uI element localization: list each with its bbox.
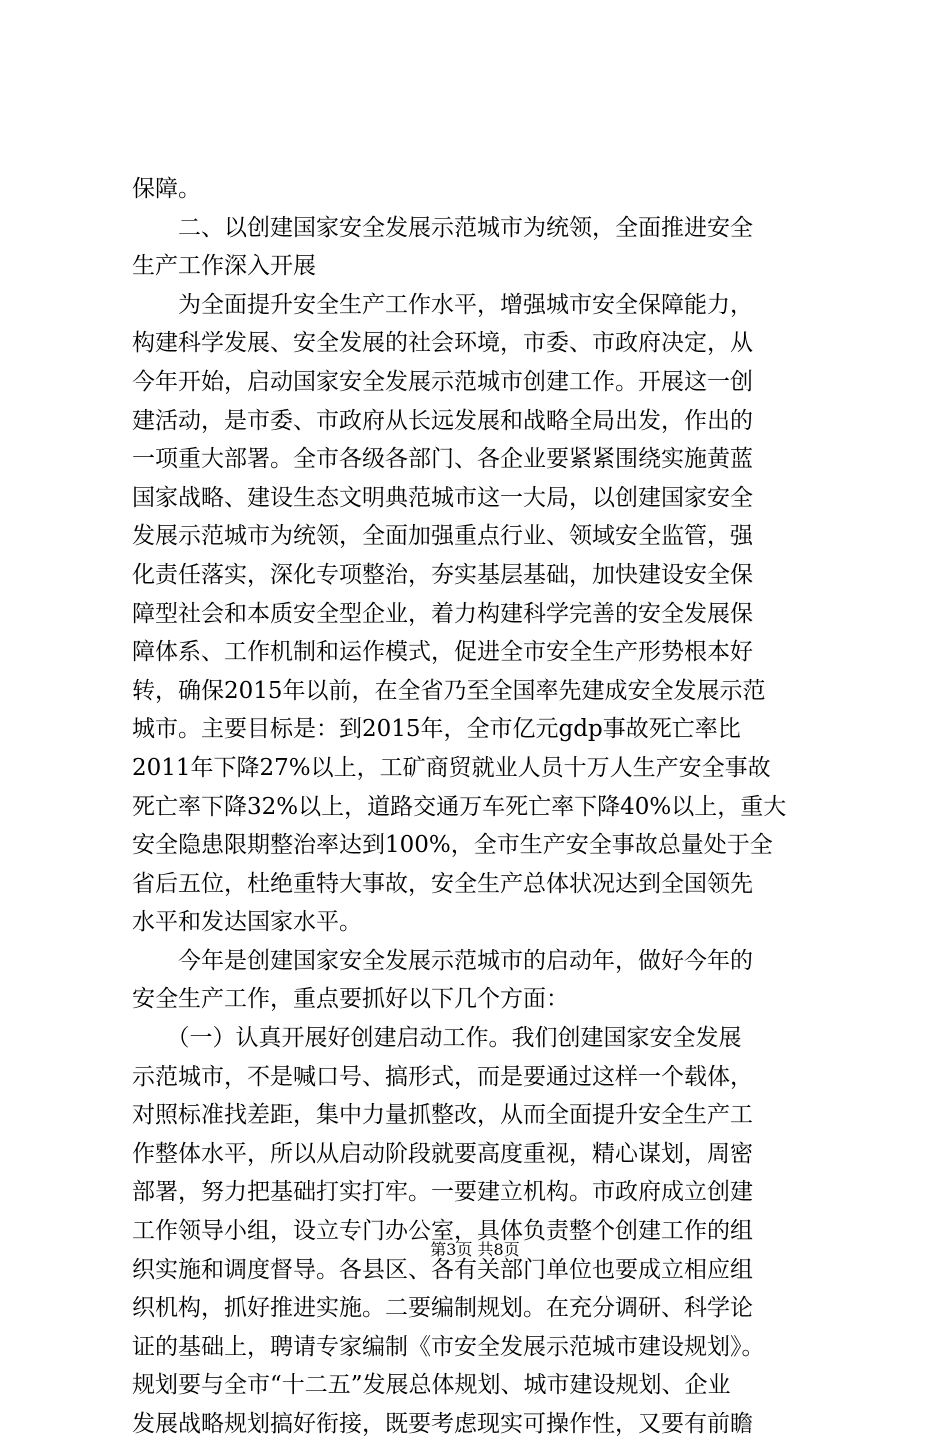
text-line: 今年是创建国家安全发展示范城市的启动年，做好今年的 [132, 947, 753, 974]
text-line: 安全隐患限期整治率达到100%，全市生产安全事故总量处于全 [132, 832, 773, 859]
text-line: （一）认真开展好创建启动工作。我们创建国家安全发展 [132, 1025, 742, 1052]
text-line: 发展战略规划搞好衔接，既要考虑现实可操作性，又要有前瞻 [132, 1411, 753, 1437]
text-line: 织机构，抓好推进实施。二要编制规划。在充分调研、科学论 [132, 1295, 753, 1322]
text-line: 作整体水平，所以从启动阶段就要高度重视，精心谋划，周密 [132, 1140, 753, 1167]
text-line: 省后五位，杜绝重特大事故，安全生产总体状况达到全国领先 [132, 870, 753, 897]
text-line: 证的基础上，聘请专家编制《市安全发展示范城市建设规划》。 [132, 1333, 765, 1360]
text-line: 示范城市，不是喊口号、搞形式，而是要通过这样一个载体， [132, 1063, 753, 1090]
text-line: 对照标准找差距，集中力量抓整改，从而全面提升安全生产工 [132, 1102, 753, 1129]
text-line: 建活动，是市委、市政府从长远发展和战略全局出发，作出的 [132, 407, 753, 434]
text-line: 国家战略、建设生态文明典范城市这一大局，以创建国家安全 [132, 484, 753, 511]
text-line: 障体系、工作机制和运作模式，促进全市安全生产形势根本好 [132, 639, 753, 666]
text-line: 发展示范城市为统领，全面加强重点行业、领域安全监管，强 [132, 523, 753, 550]
text-line: 织实施和调度督导。各县区、各有关部门单位也要成立相应组 [132, 1256, 753, 1283]
text-line: 一项重大部署。全市各级各部门、各企业要紧紧围绕实施黄蓝 [132, 446, 753, 473]
text-line: 安全生产工作，重点要抓好以下几个方面： [132, 986, 569, 1013]
text-line: 构建科学发展、安全发展的社会环境，市委、市政府决定，从 [132, 330, 753, 357]
text-line: 生产工作深入开展 [132, 253, 316, 280]
text-line: 部署，努力把基础打实打牢。一要建立机构。市政府成立创建 [132, 1179, 753, 1206]
text-line: 障型社会和本质安全型企业，着力构建科学完善的安全发展保 [132, 600, 753, 627]
text-line: 工作领导小组，设立专门办公室，具体负责整个创建工作的组 [132, 1218, 753, 1245]
text-line: 保障。 [132, 176, 201, 202]
text-line: 死亡率下降32%以上，道路交通万车死亡率下降40%以上，重大 [132, 793, 787, 820]
text-line: 为全面提升安全生产工作水平，增强城市安全保障能力， [132, 291, 753, 318]
text-line: 规划要与全市“十二五”发展总体规划、城市建设规划、企业 [132, 1372, 731, 1399]
text-line: 转，确保2015年以前，在全省乃至全国率先建成安全发展示范 [132, 677, 766, 704]
text-line: 2011年下降27%以上，工矿商贸就业人员十万人生产安全事故 [132, 754, 771, 781]
text-line: 化责任落实，深化专项整治，夯实基层基础，加快建设安全保 [132, 561, 753, 588]
text-line: 二、以创建国家安全发展示范城市为统领，全面推进安全 [132, 214, 753, 241]
page-footer: 第3页 共8页 [430, 1240, 520, 1259]
text-line: 今年开始，启动国家安全发展示范城市创建工作。开展这一创 [132, 368, 753, 395]
text-line: 水平和发达国家水平。 [132, 909, 362, 936]
text-line: 城市。主要目标是：到2015年，全市亿元gdp事故死亡率比 [132, 716, 741, 743]
